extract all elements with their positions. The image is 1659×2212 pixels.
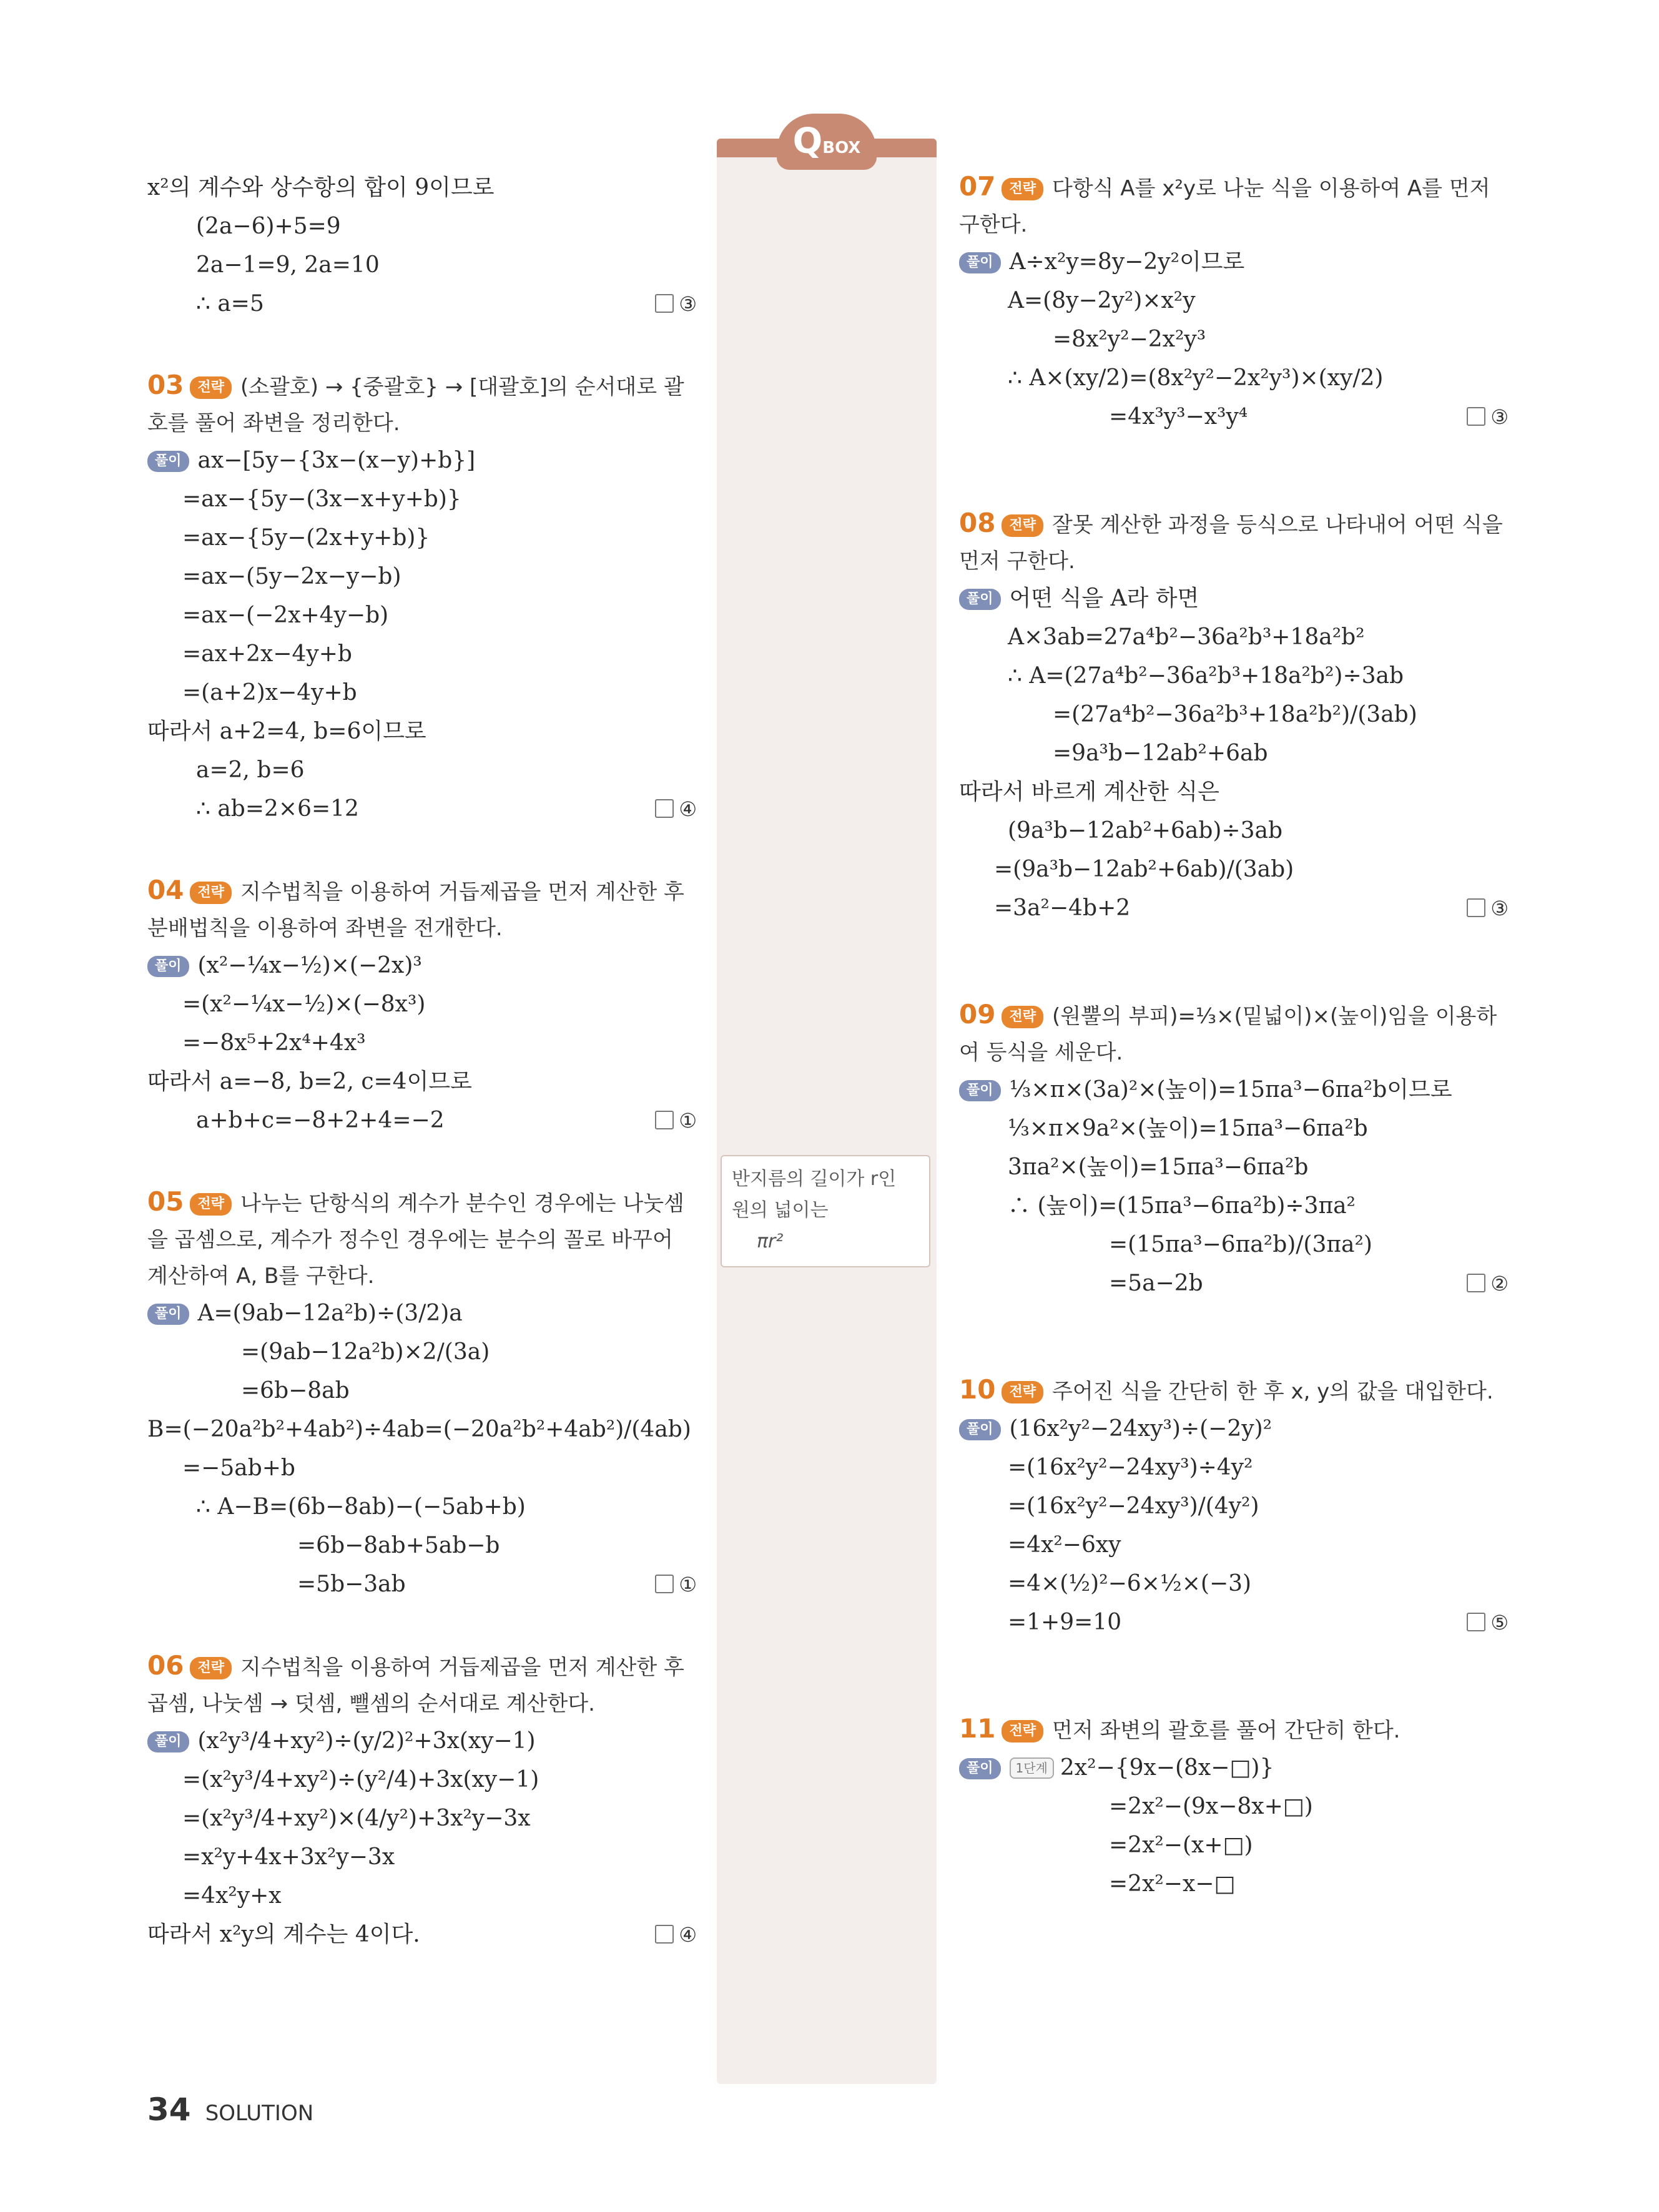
solution-line [959,1148,1509,1187]
problem-heading [147,367,697,441]
problem-number: 06 [147,1650,184,1681]
solution-line [147,1372,697,1410]
answer-value: ⑤ [1490,1611,1509,1634]
solution-line [147,790,697,828]
strategy-tag: 전략 [190,376,232,399]
solution-line [147,1526,697,1565]
answer-mark [1467,889,1509,928]
solution-line [959,1865,1509,1904]
solution-line [147,519,697,558]
math-expression: =2x²−x−□ [1109,1871,1236,1897]
solution-line [147,285,697,323]
math-expression: =(x²y³/4+xy²)÷(y²/4)+3x(xy−1) [182,1767,539,1792]
solution-line [147,558,697,596]
solution-line [147,712,697,751]
answer-mark [655,285,697,323]
problem-block [147,1184,697,1604]
math-expression: 따라서 x²y의 계수는 4이다. [147,1922,420,1947]
math-expression: =3a²−4b+2 [994,895,1131,921]
solution-line [959,1109,1509,1148]
strategy-text: 지수법칙을 이용하여 거듭제곱을 먼저 계산한 후 곱셈, 나눗셈 → 덧셈, 뺄셈의 순서대로 계산한다. [147,1655,684,1716]
solution-line [959,1826,1509,1865]
solution-line [147,596,697,635]
strategy-text: 나누는 단항식의 계수가 분수인 경우에는 나눗셈을 곱셈으로, 계수가 정수인 경우에는 분수의 꼴로 바꾸어 계산하여 A, B를 구한다. [147,1191,684,1289]
math-expression: (2a−6)+5=9 [196,214,341,239]
math-expression: =4x²y+x [182,1883,282,1909]
answer-box-icon [655,1575,674,1593]
block-gap [147,1140,697,1184]
solution-line [147,1799,697,1838]
block-gap [147,1604,697,1648]
problem-number: 04 [147,875,184,905]
solution-line [959,1749,1509,1787]
solution-line [959,657,1509,696]
problem-block [147,1648,697,1954]
math-expression: =4x²−6xy [1008,1532,1121,1558]
strategy-tag: 전략 [1002,1720,1043,1743]
solution-line [147,1488,697,1526]
strategy-text: (원뿔의 부피)=⅓×(밑넓이)×(높이)임을 이용하여 등식을 세운다. [959,1004,1497,1065]
solution-line [959,1410,1509,1448]
answer-box-icon [1467,1613,1485,1631]
solution-line [147,1024,697,1063]
answer-mark [655,1565,697,1604]
math-expression: =(27a⁴b²−36a²b³+18a²b²)/(3ab) [1053,702,1417,727]
math-expression: =(x²−¼x−½)×(−8x³) [182,991,426,1017]
left-column [147,169,697,1954]
solution-line [959,320,1509,359]
math-expression: =9a³b−12ab²+6ab [1053,740,1268,766]
answer-box-icon [655,1925,674,1944]
solution-line [959,696,1509,734]
problem-block [959,996,1509,1303]
strategy-text: 지수법칙을 이용하여 거듭제곱을 먼저 계산한 후 분배법칙을 이용하여 좌변을 전개한다. [147,880,684,941]
problem-number: 10 [959,1374,996,1405]
math-expression: A×3ab=27a⁴b²−36a²b³+18a²b² [1008,624,1365,650]
problem-heading [147,872,697,946]
answer-value: ④ [679,1923,697,1947]
math-expression: =(15πa³−6πa²b)/(3πa²) [1109,1232,1372,1257]
math-expression: 2x²−{9x−(8x−□)} [1060,1755,1274,1781]
solution-line [147,1838,697,1877]
math-expression: ∴ A×(xy/2)=(8x²y²−2x²y³)×(xy/2) [1008,365,1384,391]
math-expression: =2x²−(x+□) [1109,1832,1253,1858]
math-expression: =ax−{5y−(3x−x+y+b)} [182,486,461,512]
strategy-text: 다항식 A를 x²y로 나눈 식을 이용하여 A를 먼저 구한다. [959,176,1490,237]
strategy-text: 주어진 식을 간단히 한 후 x, y의 값을 대입한다. [1051,1379,1494,1404]
problem-block [959,1372,1509,1642]
math-expression: ⅓×π×9a²×(높이)=15πa³−6πa²b [1008,1116,1368,1141]
solution-line [147,169,697,207]
solution-tag: 풀이 [147,1731,189,1752]
answer-box-icon [1467,898,1485,917]
solution-tag: 풀이 [147,956,189,977]
solution-line [147,946,697,985]
math-expression: =5b−3ab [297,1571,406,1597]
answer-box-icon [655,294,674,313]
solution-line [147,1722,697,1761]
math-expression: =(9a³b−12ab²+6ab)/(3ab) [994,857,1294,882]
solution-line [147,1877,697,1915]
problem-block [147,169,697,323]
solution-line [147,1063,697,1101]
solution-line [959,1787,1509,1826]
solution-line [147,207,697,246]
block-gap [147,828,697,872]
math-expression: =(9ab−12a²b)×2/(3a) [241,1339,490,1365]
problem-block [959,505,1509,928]
qbox-column [717,121,937,2084]
qbox-note-line: 원의 넓이는 [732,1199,829,1221]
problem-heading [959,1711,1509,1749]
solution-tag: 풀이 [959,1080,1001,1101]
math-expression: =−8x⁵+2x⁴+4x³ [182,1030,366,1056]
math-expression: =6b−8ab [241,1378,350,1403]
solution-line [147,1410,697,1449]
problem-heading [959,996,1509,1071]
math-expression: =5a−2b [1109,1271,1203,1296]
strategy-tag: 전략 [1002,1006,1043,1028]
answer-mark [655,1915,697,1954]
block-gap [959,1642,1509,1711]
solution-line [959,359,1509,398]
math-expression: =(16x²y²−24xy³)/(4y²) [1008,1493,1259,1519]
strategy-tag: 전략 [190,882,232,904]
strategy-tag: 전략 [1002,1381,1043,1403]
answer-mark [655,1101,697,1140]
math-expression: ax−[5y−{3x−(x−y)+b}] [197,448,476,473]
solution-line [959,734,1509,773]
math-expression: =2x²−(9x−8x+□) [1109,1794,1313,1819]
solution-line [959,579,1509,618]
math-expression: =−5ab+b [182,1455,295,1481]
solution-line [147,441,697,480]
problem-heading [959,505,1509,579]
solution-tag: 풀이 [959,589,1001,610]
qbox-logo-q: Q [792,121,823,162]
math-expression: A=(8y−2y²)×x²y [1008,288,1196,313]
solution-line [959,889,1509,928]
math-expression: B=(−20a²b²+4ab²)÷4ab=(−20a²b²+4ab²)/(4ab) [147,1417,691,1442]
answer-box-icon [1467,1274,1485,1292]
solution-line [147,751,697,790]
answer-mark [1467,1603,1509,1642]
math-expression: =(a+2)x−4y+b [182,680,357,705]
math-expression: 어떤 식을 A라 하면 [1009,586,1199,611]
answer-box-icon [655,799,674,818]
problem-number: 05 [147,1186,184,1217]
problem-heading [147,1184,697,1294]
problem-block [147,367,697,828]
answer-mark [655,790,697,828]
solution-line [959,773,1509,812]
math-expression: ⅓×π×(3a)²×(높이)=15πa³−6πa²b이므로 [1009,1077,1452,1103]
math-expression: (16x²y²−24xy³)÷(−2y)² [1009,1416,1273,1442]
math-expression: =ax−{5y−(2x+y+b)} [182,525,430,551]
solution-line [147,635,697,674]
solution-line [959,1187,1509,1226]
solution-line [959,398,1509,436]
math-expression: ∴ (높이)=(15πa³−6πa²b)÷3πa² [1008,1193,1356,1219]
problem-heading [147,1648,697,1722]
math-expression: =ax−(−2x+4y−b) [182,602,389,628]
solution-tag: 풀이 [147,451,189,472]
math-expression: x²의 계수와 상수항의 합이 9이므로 [147,175,495,200]
solution-line [959,243,1509,282]
answer-value: ③ [1490,405,1509,429]
answer-value: ③ [1490,897,1509,920]
qbox-logo [777,114,877,170]
answer-mark [1467,1264,1509,1303]
step-tag: 1단계 [1010,1757,1054,1779]
solution-line [959,812,1509,850]
block-gap [959,928,1509,996]
answer-box-icon [1467,407,1485,426]
problem-number: 09 [959,999,996,1030]
solution-line [147,1294,697,1333]
strategy-tag: 전략 [1002,514,1043,537]
math-expression: =(16x²y²−24xy³)÷4y² [1008,1455,1253,1480]
math-expression: =4×(½)²−6×½×(−3) [1008,1571,1252,1596]
block-gap [147,323,697,367]
solution-line [959,1487,1509,1526]
strategy-tag: 전략 [190,1193,232,1216]
solution-tag: 풀이 [959,1758,1001,1779]
solution-tag: 풀이 [959,1419,1001,1440]
math-expression: (x²−¼x−½)×(−2x)³ [197,953,422,978]
strategy-text: 잘못 계산한 과정을 등식으로 나타내어 어떤 식을 먼저 구한다. [959,513,1503,574]
solution-tag: 풀이 [147,1304,189,1325]
math-expression: a+b+c=−8+2+4=−2 [196,1108,445,1133]
solution-line [147,246,697,285]
problem-heading [959,1372,1509,1410]
answer-value: ③ [679,292,697,316]
math-expression: (9a³b−12ab²+6ab)÷3ab [1008,818,1282,843]
solution-line [959,1448,1509,1487]
math-expression: 따라서 a+2=4, b=6이므로 [147,719,426,744]
answer-value: ① [679,1573,697,1596]
math-expression: ∴ A−B=(6b−8ab)−(−5ab+b) [196,1494,526,1520]
problem-number: 11 [959,1713,996,1744]
math-expression: 2a−1=9, 2a=10 [196,252,380,278]
math-expression: 따라서 바르게 계산한 식은 [959,779,1219,805]
math-expression: ∴ A=(27a⁴b²−36a²b³+18a²b²)÷3ab [1008,663,1404,689]
math-expression: =(x²y³/4+xy²)×(4/y²)+3x²y−3x [182,1806,531,1831]
footer-label: SOLUTION [205,2101,314,2126]
problem-heading [959,169,1509,243]
math-expression: =4x³y³−x³y⁴ [1109,404,1248,430]
solution-line [959,1526,1509,1565]
answer-mark [1467,398,1509,436]
page-footer [147,2092,313,2128]
strategy-text: 먼저 좌변의 괄호를 풀어 간단히 한다. [1051,1718,1401,1743]
solution-line [147,1449,697,1488]
solution-line [147,985,697,1024]
problem-number: 08 [959,508,996,538]
qbox-note [721,1155,930,1267]
solution-tag: 풀이 [959,252,1001,273]
math-expression: A=(9ab−12a²b)÷(3/2)a [197,1300,463,1326]
qbox-logo-box: BOX [822,139,861,157]
answer-box-icon [655,1111,674,1129]
math-expression: 3πa²×(높이)=15πa³−6πa²b [1008,1154,1309,1180]
strategy-tag: 전략 [1002,178,1043,200]
math-expression: a=2, b=6 [196,757,305,783]
solution-line [959,282,1509,320]
solution-line [147,1101,697,1140]
math-expression: =8x²y²−2x²y³ [1053,327,1206,352]
answer-value: ② [1490,1272,1509,1295]
math-expression: =6b−8ab+5ab−b [297,1533,500,1558]
problem-block [959,1711,1509,1904]
block-gap [959,436,1509,505]
solution-line [959,850,1509,889]
solution-line [959,1565,1509,1603]
solution-line [147,1761,697,1799]
page-number: 34 [147,2092,191,2128]
solution-line [959,1264,1509,1303]
math-expression: 따라서 a=−8, b=2, c=4이므로 [147,1069,472,1094]
solution-line [959,1226,1509,1264]
solution-line [959,618,1509,657]
solution-line [959,1071,1509,1109]
answer-value: ① [679,1109,697,1133]
qbox-note-line: 반지름의 길이가 r인 [732,1168,897,1190]
solution-line [147,480,697,519]
right-column [959,169,1509,1904]
solution-line [147,1915,697,1954]
math-expression: (x²y³/4+xy²)÷(y/2)²+3x(xy−1) [197,1728,536,1754]
math-expression: ∴ ab=2×6=12 [196,796,359,822]
math-expression: A÷x²y=8y−2y²이므로 [1009,249,1245,275]
qbox-note-line: πr² [757,1231,784,1252]
math-expression: =x²y+4x+3x²y−3x [182,1844,395,1870]
solution-line [147,674,697,712]
solution-line [959,1603,1509,1642]
problem-number: 03 [147,370,184,400]
solution-line [147,1333,697,1372]
math-expression: =1+9=10 [1008,1610,1122,1635]
solution-line [147,1565,697,1604]
problem-block [147,872,697,1140]
math-expression: =ax+2x−4y+b [182,641,352,667]
block-gap [959,1303,1509,1372]
math-expression: =ax−(5y−2x−y−b) [182,564,401,589]
problem-block [959,169,1509,436]
strategy-tag: 전략 [190,1657,232,1679]
answer-value: ④ [679,797,697,821]
strategy-text: (소괄호) → {중괄호} → [대괄호]의 순서대로 괄호를 풀어 좌변을 정리한다. [147,375,684,436]
math-expression: ∴ a=5 [196,291,264,317]
problem-number: 07 [959,171,996,202]
